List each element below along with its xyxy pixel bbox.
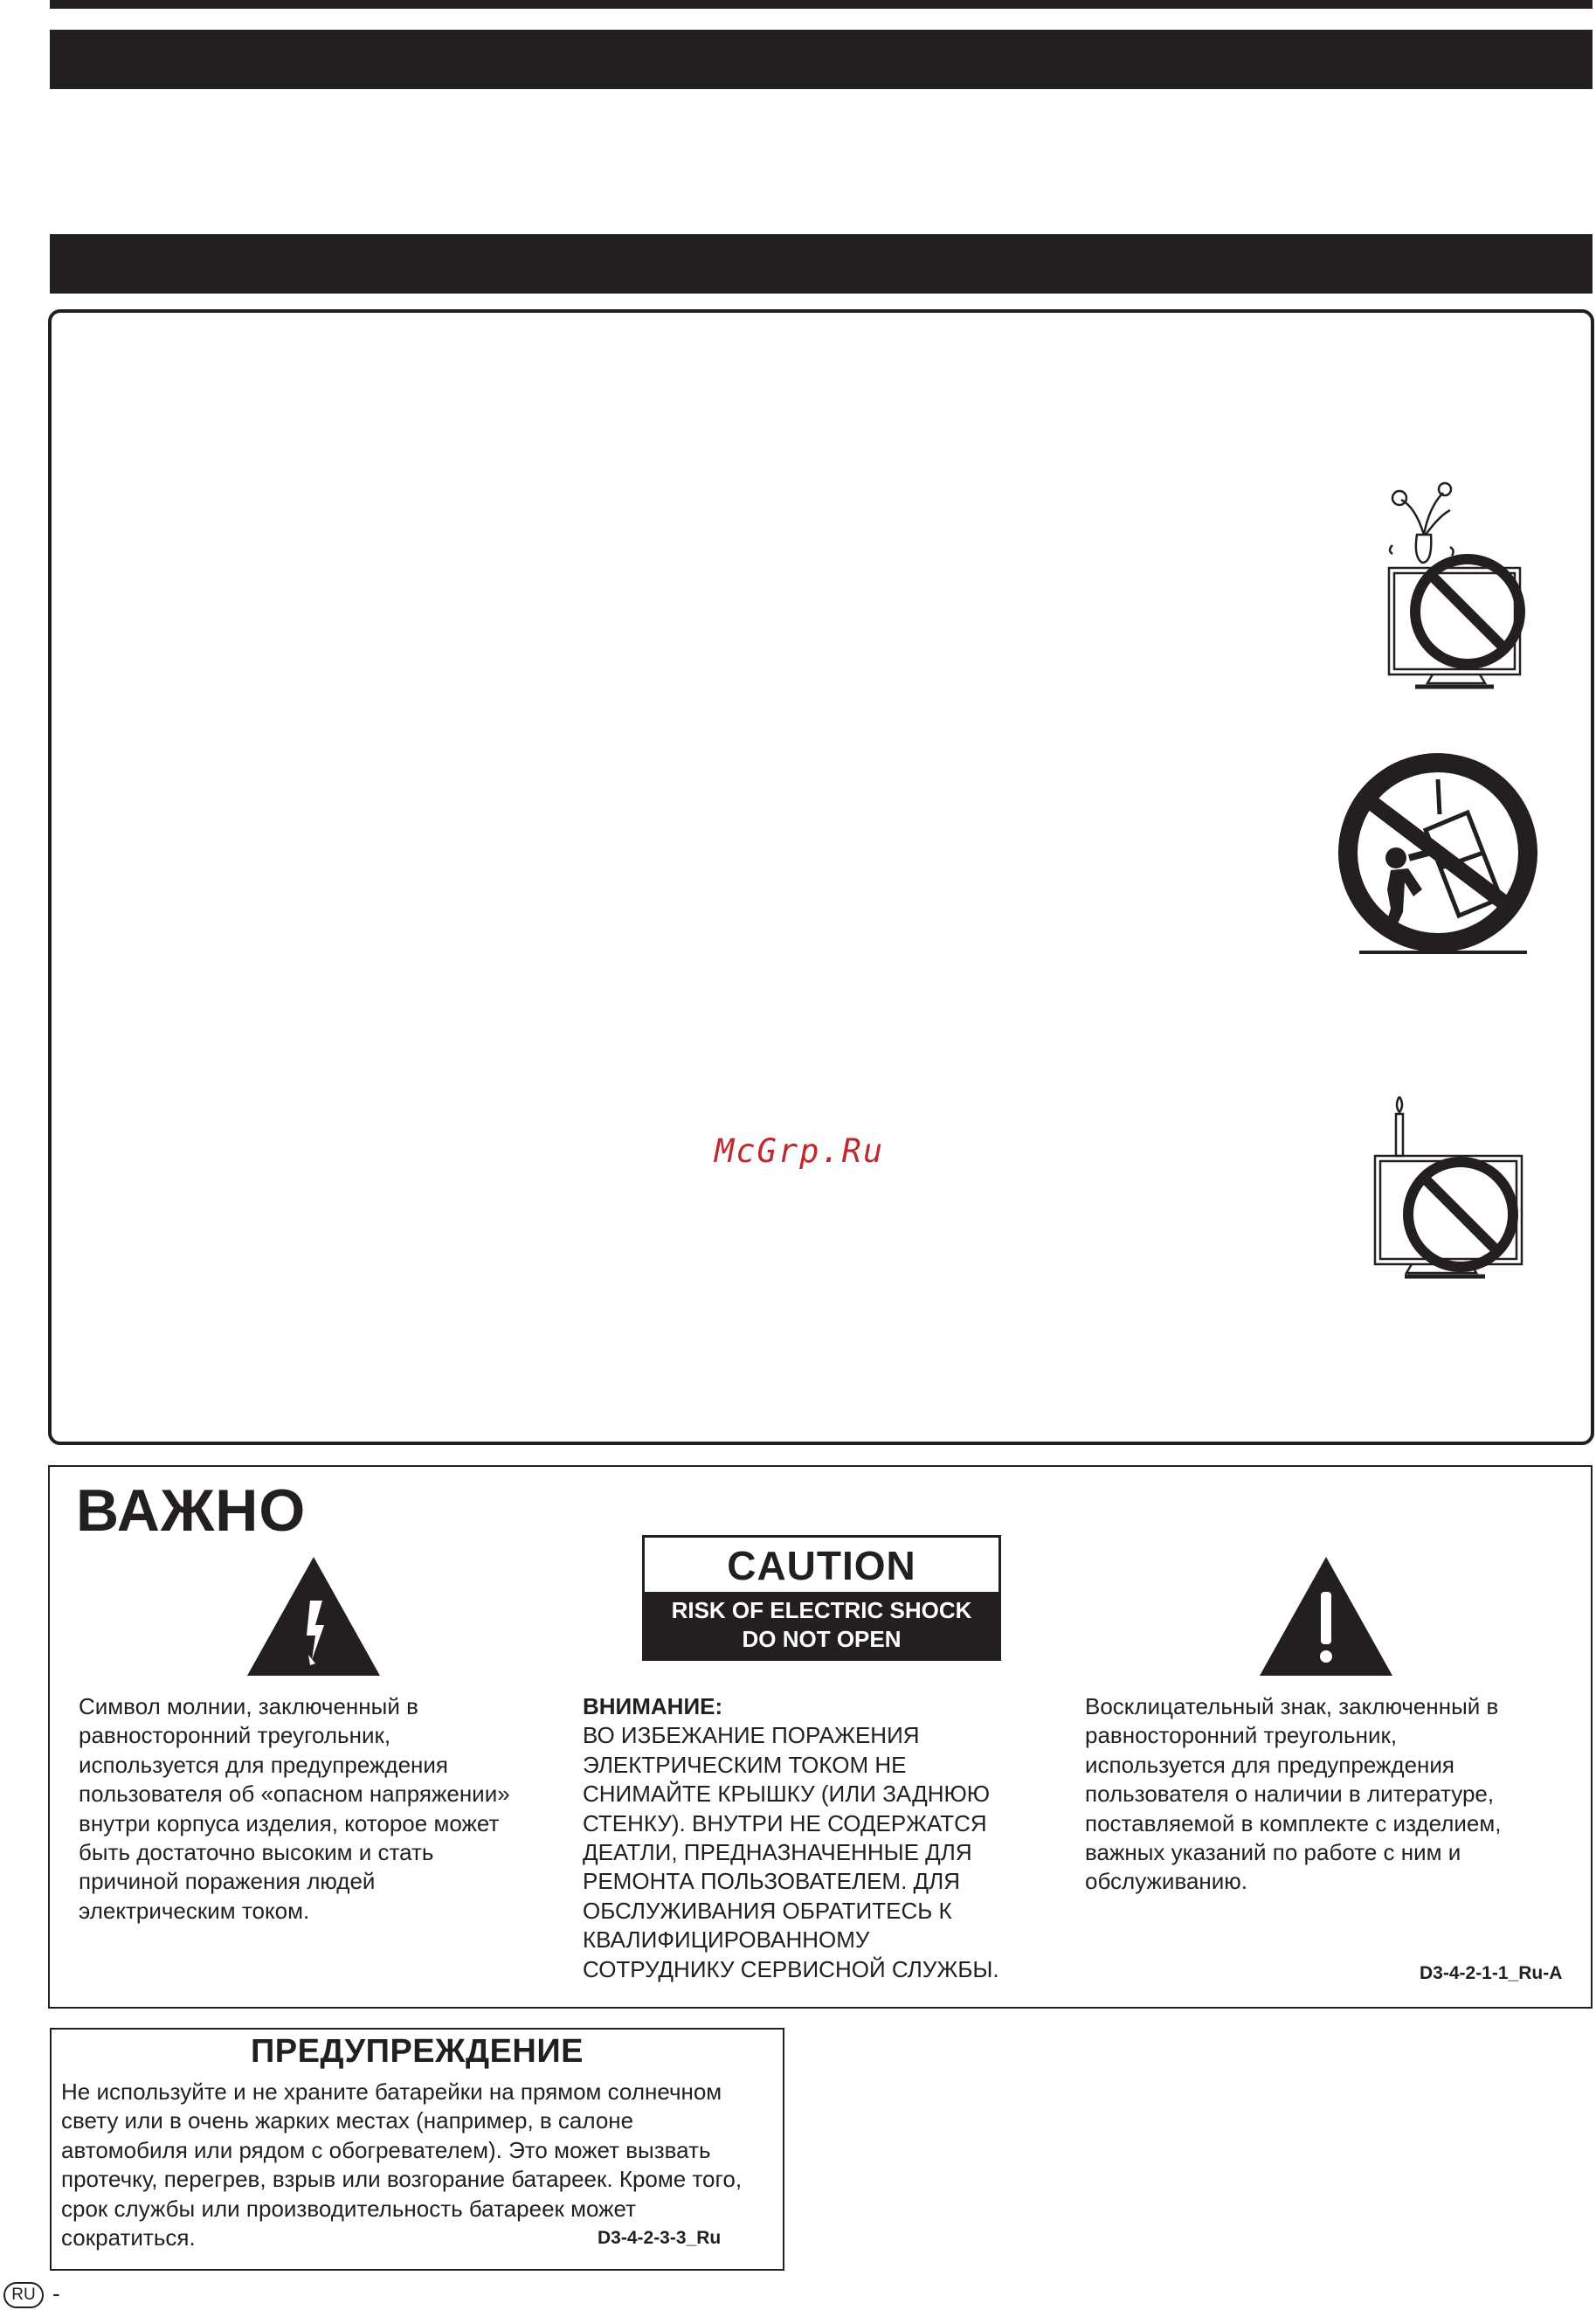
caution-band — [645, 1592, 998, 1658]
warning-text — [61, 2078, 777, 2252]
text-line: внутри корпуса изделия, которое может — [79, 1809, 500, 1836]
watermark: McGrp.Ru — [715, 1132, 885, 1170]
text-line: СТЕНКУ). ВНУТРИ НЕ СОДЕРЖАТСЯ — [583, 1809, 987, 1836]
warning-code: D3-4-2-3-3_Ru — [598, 2228, 722, 2248]
text-line: поставляемой в комплекте с изделием, — [1085, 1809, 1502, 1836]
text-line: Символ молнии, заключенный в — [79, 1693, 418, 1719]
important-title: ВАЖНО — [76, 1477, 307, 1544]
header-bar-2 — [50, 234, 1593, 294]
text-line: КВАЛИФИЦИРОВАННОМУ — [583, 1926, 870, 1954]
text-line: используется для предупреждения — [1085, 1751, 1454, 1778]
text-line: протечку, перегрев, взрыв или возгорание батареек. Кроме того, — [61, 2166, 743, 2193]
text-line: обслуживанию. — [1085, 1868, 1248, 1895]
text-line: Восклицательный знак, заключенный в — [1085, 1693, 1499, 1719]
warning-title: ПРЕДУПРЕЖДЕНИЕ — [250, 2033, 584, 2070]
lightning-triangle-icon — [247, 1557, 380, 1676]
caution-description — [583, 1692, 1072, 1984]
text-line: важных указаний по работе с ним и — [1085, 1839, 1461, 1866]
exclamation-triangle-icon — [1260, 1557, 1392, 1676]
cart-tip-over-icon — [1335, 750, 1544, 959]
text-line: пользователя о наличии в литературе, — [1085, 1781, 1495, 1808]
text-line: ОБСЛУЖИВАНИЯ ОБРАТИТЕСЬ К — [583, 1897, 952, 1924]
text-line: пользователя об «опасном напряжении» — [79, 1781, 510, 1808]
text-line: автомобиля или рядом с обогревателем). Это может вызвать — [61, 2136, 711, 2163]
caution-heading: ВНИМАНИЕ: — [583, 1693, 723, 1719]
top-rule — [50, 0, 1593, 9]
header-bar-1 — [50, 30, 1593, 89]
text-line: равносторонний треугольник, — [79, 1722, 391, 1749]
text-line: ВО ИЗБЕЖАНИЕ ПОРАЖЕНИЯ — [583, 1722, 920, 1749]
text-line: РЕМОНТА ПОЛЬЗОВАТЕЛЕМ. ДЛЯ — [583, 1868, 960, 1895]
text-line: ЭЛЕКТРИЧЕСКИМ ТОКОМ НЕ — [583, 1751, 907, 1778]
language-badge: RU — [3, 2282, 44, 2308]
text-line: ДЕАТЛИ, ПРЕДНАЗНАЧЕННЫЕ ДЛЯ — [583, 1839, 972, 1866]
caution-title: CAUTION — [727, 1543, 916, 1588]
text-line: причиной поражения людей — [79, 1868, 376, 1895]
text-line: СНИМАЙТЕ КРЫШКУ (ИЛИ ЗАДНЮЮ — [583, 1781, 991, 1808]
text-line: свету или в очень жарких местах (например, в салоне — [61, 2107, 634, 2134]
text-line: Не используйте и не храните батарейки на прямом солнечном — [61, 2078, 722, 2105]
text-line: равносторонний треугольник, — [1085, 1722, 1398, 1749]
candle-on-tv-prohibited-icon — [1363, 1096, 1537, 1289]
caution-line-2: DO NOT OPEN — [742, 1626, 902, 1652]
caution-line-1: RISK OF ELECTRIC SHOCK — [671, 1597, 972, 1623]
text-line: используется для предупреждения — [79, 1751, 448, 1778]
caution-label — [642, 1535, 1001, 1661]
important-code: D3-4-2-1-1_Ru-A — [1420, 1963, 1563, 1983]
vase-on-tv-prohibited-icon — [1363, 481, 1537, 699]
lightning-description — [79, 1692, 568, 1926]
text-line: сократиться. — [61, 2224, 196, 2251]
page-dash: - — [52, 2280, 60, 2307]
exclamation-description — [1085, 1692, 1574, 1897]
text-line: срок службы или производительность батареек может — [61, 2195, 637, 2222]
text-line: электрическим током. — [79, 1897, 310, 1924]
text-line: быть достаточно высоким и стать — [79, 1839, 434, 1866]
text-line: СОТРУДНИКУ СЕРВИСНОЙ СЛУЖБЫ. — [583, 1955, 999, 1982]
